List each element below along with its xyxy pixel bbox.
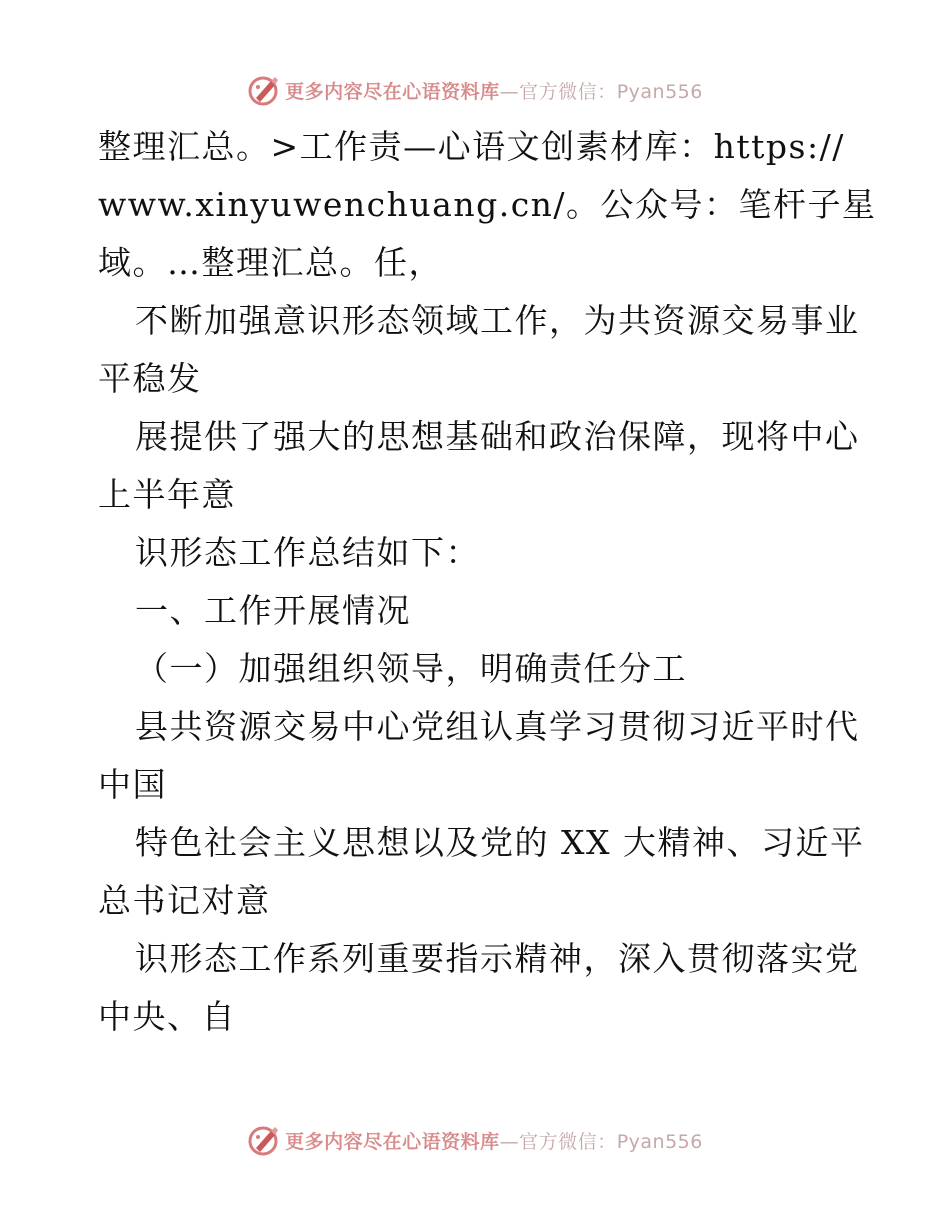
body-line: 域。…整理汇总。任， — [98, 243, 443, 282]
footer-watermark-text — [285, 1127, 703, 1154]
body-line: 特色社会主义思想以及党的 XX 大精神、习近平 — [135, 823, 865, 862]
document-body — [98, 118, 877, 1046]
header-watermark-banner — [0, 70, 950, 110]
body-line: 识形态工作系列重要指示精神，深入贯彻落实党 — [135, 939, 860, 978]
footer-watermark-separator: —官方微信： — [499, 1130, 617, 1153]
header-watermark-separator: —官方微信： — [499, 80, 617, 103]
body-line: 县共资源交易中心党组认真学习贯彻习近平时代 — [135, 707, 860, 746]
body-line: 整理汇总。>工作责—心语文创素材库：https:// — [98, 127, 845, 166]
body-line: 不断加强意识形态领域工作，为共资源交易事业 — [135, 301, 860, 340]
header-watermark-text — [285, 77, 703, 104]
section-heading: 一、工作开展情况 — [135, 591, 411, 630]
body-line: 中国 — [98, 765, 167, 804]
header-watermark-wechat-id: Pyan556 — [616, 80, 703, 103]
footer-watermark-wechat-id: Pyan556 — [616, 1130, 703, 1153]
header-watermark-main: 更多内容尽在心语资料库 — [285, 80, 500, 103]
subsection-heading: （一）加强组织领导，明确责任分工 — [135, 649, 687, 688]
pen-logo-icon — [247, 73, 281, 107]
footer-watermark-banner — [0, 1120, 950, 1160]
body-line: 识形态工作总结如下： — [135, 533, 480, 572]
body-line: www.xinyuwenchuang.cn/。公众号：笔杆子星 — [98, 185, 877, 224]
body-line: 上半年意 — [98, 475, 236, 514]
body-line: 总书记对意 — [98, 881, 271, 920]
body-line: 平稳发 — [98, 359, 202, 398]
body-line: 中央、自 — [98, 997, 236, 1036]
body-line: 展提供了强大的思想基础和政治保障，现将中心 — [135, 417, 860, 456]
pen-logo-icon — [247, 1123, 281, 1157]
footer-watermark-main: 更多内容尽在心语资料库 — [285, 1130, 500, 1153]
